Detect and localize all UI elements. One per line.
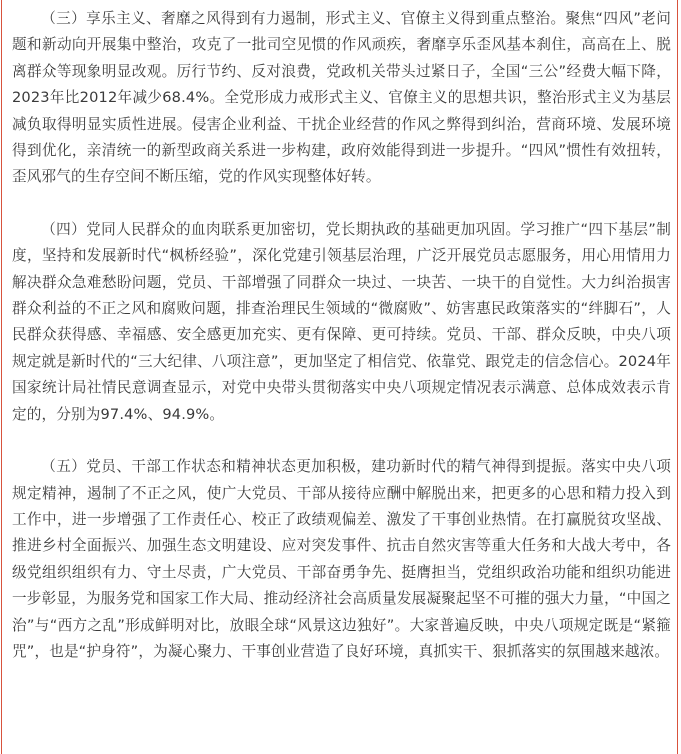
paragraph-four: （四）党同人民群众的血肉联系更加密切，党长期执政的基础更加巩固。学习推广“四下基层”制度，坚持和发展新时代“枫桥经验”，深化党建引领基层治理，广泛开展党员志愿服务，用心用情用力解决群众急难愁盼问题，党员、干部增强了同群众一块过、一块苦、一块干的自觉性。大力纠治损害群众利益的不正之风和腐败问题，排查治理民生领域的“微腐败”、妨害惠民政策落实的“绊脚石”，人民群众获得感、幸福感、安全感更加充实、更有保障、更可持续。党员、干部、群众反映，中央八项规定就是新时代的“三大纪律、八项注意”，更加坚定了相信党、依靠党、跟党走的信念信心。2024年国家统计局社情民意调查显示，对党中央带头贯彻落实中央八项规定情况表示满意、总体成效表示肯定的，分别为97.4%、94.9%。 xyxy=(12,220,671,423)
article-body xyxy=(12,6,671,665)
paragraph-five: （五）党员、干部工作状态和精神状态更加积极，建功新时代的精气神得到提振。落实中央八项规定精神，遏制了不正之风，使广大党员、干部从接待应酬中解脱出来，把更多的心思和精力投入到工作中，进一步增强了工作责任心、校正了政绩观偏差、激发了干事创业热情。在打赢脱贫攻坚战、推进乡村全面振兴、加强生态文明建设、应对突发事件、抗击自然灾害等重大任务和大战大考中，各级党组织组织有力、守土尽责，广大党员、干部奋勇争先、挺膺担当，党组织政治功能和组织功能进一步彰显，为服务党和国家工作大局、推动经济社会高质量发展凝聚起坚不可摧的强大力量，“中国之治”与“西方之乱”形成鲜明对比，放眼全球“风景这边独好”。大家普遍反映，中央八项规定既是“紧箍咒”，也是“护身符”，为凝心聚力、干事创业营造了良好环境，真抓实干、狠抓落实的氛围越来越浓。 xyxy=(12,458,671,660)
paragraph-three: （三）享乐主义、奢靡之风得到有力遏制，形式主义、官僚主义得到重点整治。聚焦“四风”老问题和新动向开展集中整治，攻克了一批司空见惯的作风顽疾，奢靡享乐歪风基本刹住，高高在上、脱离群众等现象明显改观。厉行节约、反对浪费，党政机关带头过紧日子，全国“三公”经费大幅下降，2023年比2012年减少68.4%。全党形成力戒形式主义、官僚主义的思想共识，整治形式主义为基层减负取得明显实质性进展。侵害企业利益、干扰企业经营的作风之弊得到纠治，营商环境、发展环境得到优化，亲清统一的新型政商关系进一步构建，政府效能得到进一步提升。“四风”惯性有效扭转，歪风邪气的生存空间不断压缩，党的作风实现整体好转。 xyxy=(12,10,671,186)
article-frame xyxy=(1,0,678,754)
